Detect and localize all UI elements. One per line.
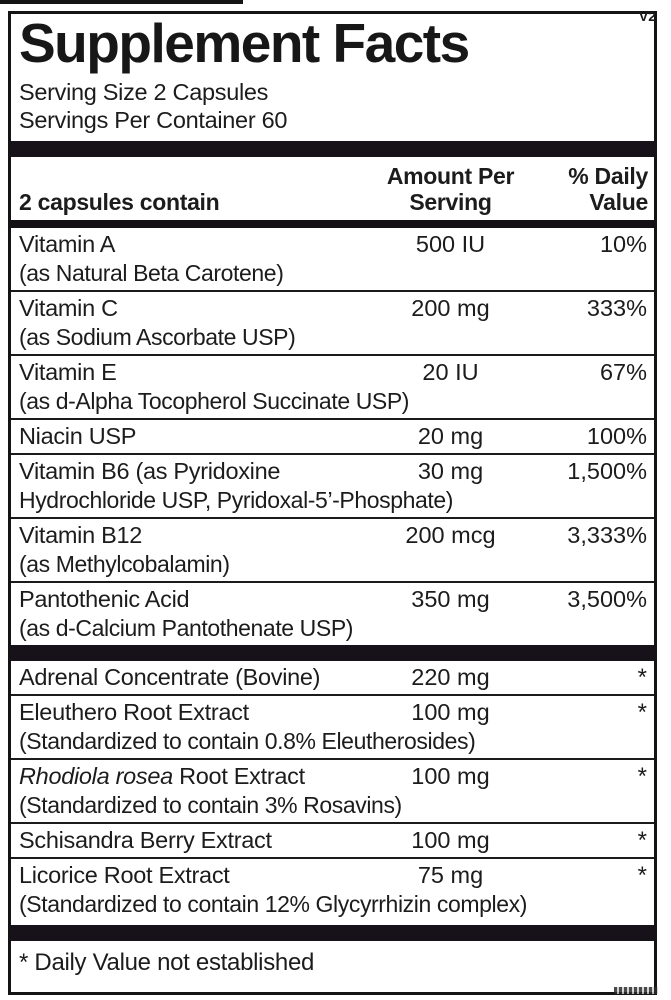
table-row bbox=[11, 418, 654, 453]
column-header-daily-value: % Daily Value bbox=[568, 163, 648, 215]
ingredient-name: Pantothenic Acid bbox=[19, 586, 190, 612]
table-row bbox=[11, 661, 654, 694]
ingredient-name: Schisandra Berry Extract bbox=[19, 827, 272, 853]
table-row bbox=[11, 290, 654, 354]
ingredient-amount: 220 mg bbox=[411, 664, 490, 690]
ingredient-detail: (Standardized to contain 3% Rosavins) bbox=[19, 792, 402, 818]
ingredient-amount: 200 mg bbox=[411, 295, 490, 321]
ingredient-name: Adrenal Concentrate (Bovine) bbox=[19, 664, 321, 690]
ingredient-daily-value: * bbox=[637, 763, 647, 790]
ingredient-detail: (as Sodium Ascorbate USP) bbox=[19, 324, 296, 350]
section-bar-bottom bbox=[11, 925, 654, 941]
table-row bbox=[11, 758, 654, 822]
ingredient-name: Eleuthero Root Extract bbox=[19, 699, 249, 725]
ingredient-name: Vitamin C bbox=[19, 295, 118, 321]
ingredient-name: Vitamin B6 (as Pyridoxine bbox=[19, 458, 281, 484]
serving-size: Serving Size 2 Capsules bbox=[19, 79, 269, 105]
ingredient-amount: 100 mg bbox=[411, 699, 490, 725]
ingredient-daily-value: * bbox=[637, 827, 647, 854]
ingredient-daily-value: 3,500% bbox=[567, 586, 647, 612]
ingredient-amount: 350 mg bbox=[411, 586, 490, 612]
ingredient-amount: 20 IU bbox=[422, 359, 479, 385]
ingredient-name: Vitamin E bbox=[19, 359, 117, 385]
ingredient-daily-value: 3,333% bbox=[567, 522, 647, 548]
ingredient-detail: Hydrochloride USP, Pyridoxal-5’-Phosphate) bbox=[19, 487, 454, 513]
ingredient-amount: 200 mcg bbox=[405, 522, 496, 548]
ingredient-daily-value: * bbox=[637, 664, 647, 691]
ingredient-amount: 500 IU bbox=[415, 231, 486, 257]
ingredient-amount: 100 mg bbox=[411, 763, 490, 789]
ingredient-daily-value: 1,500% bbox=[567, 458, 647, 484]
ingredient-daily-value: 67% bbox=[599, 359, 647, 385]
ingredient-amount: 75 mg bbox=[417, 862, 484, 888]
ingredient-daily-value: * bbox=[637, 699, 647, 726]
ingredient-amount: 30 mg bbox=[417, 458, 484, 484]
table-row bbox=[11, 857, 654, 921]
table-header-row bbox=[11, 157, 654, 220]
table-row bbox=[11, 517, 654, 581]
top-edge-artifact bbox=[0, 0, 243, 4]
ingredient-detail: (as Natural Beta Carotene) bbox=[19, 260, 284, 286]
microprint-code-mark bbox=[614, 987, 658, 994]
ingredient-daily-value: 10% bbox=[599, 231, 647, 257]
table-row bbox=[11, 354, 654, 418]
column-header-contain: 2 capsules contain bbox=[19, 189, 220, 215]
version-tag: V2 bbox=[638, 8, 656, 24]
page-title: Supplement Facts bbox=[19, 12, 469, 74]
ingredient-daily-value: 100% bbox=[586, 423, 647, 449]
ingredient-daily-value: 333% bbox=[586, 295, 647, 321]
ingredient-name: Rhodiola rosea Root Extract bbox=[19, 763, 305, 789]
ingredient-name: Vitamin B12 bbox=[19, 522, 142, 548]
table-row bbox=[11, 453, 654, 517]
ingredient-name: Vitamin A bbox=[19, 231, 116, 257]
table-row bbox=[11, 694, 654, 758]
ingredient-amount: 20 mg bbox=[417, 423, 484, 449]
servings-per-container: Servings Per Container 60 bbox=[19, 107, 288, 133]
ingredient-daily-value: * bbox=[637, 862, 647, 889]
ingredient-name-latin: Rhodiola rosea bbox=[19, 763, 173, 789]
ingredient-detail: (Standardized to contain 12% Glycyrrhizin complex) bbox=[19, 891, 527, 917]
column-header-amount-per-serving: Amount Per Serving bbox=[386, 163, 515, 215]
section-bar-top bbox=[11, 141, 654, 157]
section-bar-middle bbox=[11, 645, 654, 661]
ingredient-detail: (as d-Calcium Pantothenate USP) bbox=[19, 615, 354, 641]
footnote: * Daily Value not established bbox=[19, 949, 315, 976]
ingredient-name: Licorice Root Extract bbox=[19, 862, 230, 888]
ingredient-detail: (as Methylcobalamin) bbox=[19, 551, 230, 577]
ingredient-detail: (Standardized to contain 0.8% Eleutherosides) bbox=[19, 728, 476, 754]
ingredient-name: Niacin USP bbox=[19, 423, 137, 449]
ingredient-amount: 100 mg bbox=[411, 827, 490, 853]
header-rule bbox=[11, 220, 654, 228]
ingredient-detail: (as d-Alpha Tocopherol Succinate USP) bbox=[19, 388, 410, 414]
table-row bbox=[11, 228, 654, 290]
label-frame bbox=[8, 11, 657, 995]
table-row bbox=[11, 581, 654, 645]
table-row bbox=[11, 822, 654, 857]
